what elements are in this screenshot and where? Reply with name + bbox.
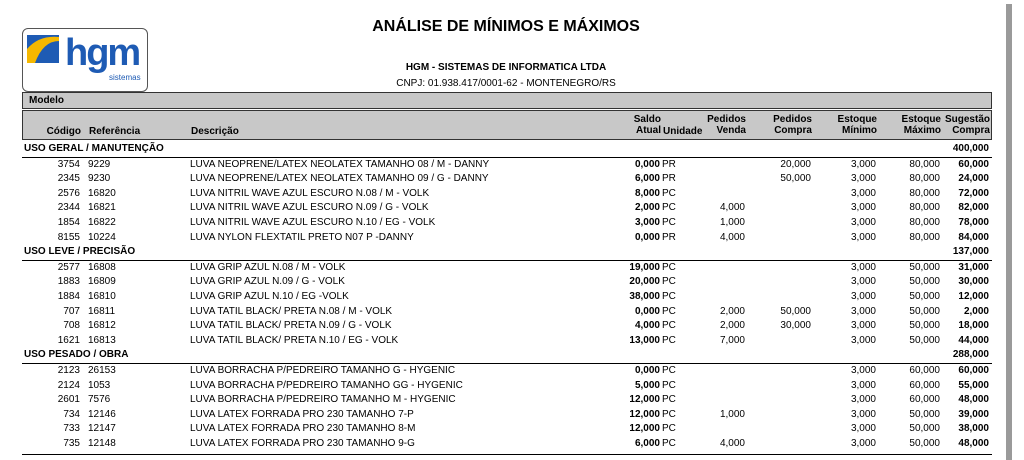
col-emax-line2: Máximo	[903, 125, 941, 136]
cell-emax: 50,000	[909, 276, 940, 288]
cell-saldo: 5,000	[634, 379, 660, 391]
table-row	[22, 172, 992, 187]
table-row	[22, 261, 992, 276]
col-saldo-line2: Atual	[636, 125, 661, 136]
cell-desc: LUVA GRIP AZUL N.08 / M - VOLK	[190, 261, 346, 273]
report-title: ANÁLISE DE MÍNIMOS E MÁXIMOS	[372, 18, 640, 35]
table-row	[22, 305, 992, 320]
cell-emin: 3,000	[850, 320, 876, 332]
cell-emin: 3,000	[850, 290, 876, 302]
cell-ref: 26153	[88, 364, 116, 376]
table-row	[22, 393, 992, 408]
cell-unid: PC	[662, 423, 676, 435]
cell-pv: 1,000	[719, 408, 745, 420]
group-total: 400,000	[952, 143, 989, 154]
cell-emin: 3,000	[850, 423, 876, 435]
cell-emin: 3,000	[850, 158, 876, 170]
cell-code: 2577	[57, 261, 80, 273]
company-cnpj: CNPJ: 01.938.417/0001-62 - MONTENEGRO/RS	[396, 78, 616, 89]
cell-saldo: 2,000	[634, 202, 660, 214]
hgm-logo-icon	[27, 35, 59, 63]
group-name: USO GERAL / MANUTENÇÃO	[24, 143, 164, 154]
cell-sug: 82,000	[958, 202, 989, 214]
cell-saldo: 13,000	[629, 334, 660, 346]
cell-ref: 9230	[88, 173, 111, 185]
cell-ref: 1053	[88, 379, 111, 391]
cell-unid: PC	[662, 379, 676, 391]
cell-pc: 30,000	[780, 320, 811, 332]
cell-desc: LUVA LATEX FORRADA PRO 230 TAMANHO 8-M	[190, 423, 416, 435]
cell-saldo: 12,000	[629, 394, 660, 406]
cell-sug: 18,000	[958, 320, 989, 332]
cell-pv: 1,000	[719, 216, 745, 228]
model-header: Modelo	[22, 92, 992, 109]
table-row	[22, 422, 992, 437]
cell-sug: 60,000	[958, 158, 989, 170]
cell-sug: 39,000	[958, 408, 989, 420]
col-pc-line2: Compra	[774, 125, 812, 136]
cell-desc: LUVA GRIP AZUL N.10 / EG -VOLK	[190, 290, 349, 302]
cell-desc: LUVA TATIL BLACK/ PRETA N.09 / G - VOLK	[190, 320, 392, 332]
cell-emax: 50,000	[909, 261, 940, 273]
col-sug-line1: Sugestão	[944, 114, 990, 125]
bottom-divider	[22, 454, 992, 455]
cell-pv: 7,000	[719, 334, 745, 346]
table-row	[22, 437, 992, 452]
cell-sug: 60,000	[958, 364, 989, 376]
cell-sug: 48,000	[958, 394, 989, 406]
cell-pv: 2,000	[719, 320, 745, 332]
col-saldo	[605, 114, 661, 136]
group-row	[22, 348, 992, 364]
cell-emax: 60,000	[909, 364, 940, 376]
cell-emin: 3,000	[850, 379, 876, 391]
cell-pv: 4,000	[719, 202, 745, 214]
cell-saldo: 0,000	[634, 231, 660, 243]
col-emax-line1: Estoque	[901, 114, 941, 125]
cell-unid: PR	[662, 231, 676, 243]
cell-code: 1621	[57, 334, 80, 346]
cell-code: 1883	[57, 276, 80, 288]
cell-saldo: 0,000	[634, 364, 660, 376]
cell-sug: 24,000	[958, 173, 989, 185]
col-sugestao-compra	[923, 114, 990, 136]
cell-ref: 16820	[88, 187, 116, 199]
cell-unid: PC	[662, 305, 676, 317]
cell-pc: 20,000	[780, 158, 811, 170]
cell-sug: 30,000	[958, 276, 989, 288]
cell-unid: PC	[662, 276, 676, 288]
cell-code: 1884	[57, 290, 80, 302]
cell-emax: 60,000	[909, 394, 940, 406]
table-row	[22, 158, 992, 173]
col-pc-line1: Pedidos	[773, 114, 812, 125]
cell-emin: 3,000	[850, 394, 876, 406]
col-referencia: Referência	[89, 126, 141, 137]
cell-emin: 3,000	[850, 202, 876, 214]
table-row	[22, 201, 992, 216]
cell-unid: PC	[662, 364, 676, 376]
table-row	[22, 216, 992, 231]
cell-saldo: 19,000	[629, 261, 660, 273]
cell-ref: 16813	[88, 334, 116, 346]
cell-ref: 9229	[88, 158, 111, 170]
cell-desc: LUVA GRIP AZUL N.09 / G - VOLK	[190, 276, 345, 288]
cell-emax: 80,000	[909, 187, 940, 199]
report-table-body	[22, 142, 992, 451]
cell-code: 2124	[57, 379, 80, 391]
cell-pv: 2,000	[719, 305, 745, 317]
cell-emin: 3,000	[850, 187, 876, 199]
cell-emin: 3,000	[850, 231, 876, 243]
cell-unid: PC	[662, 187, 676, 199]
cell-code: 2601	[57, 394, 80, 406]
cell-emax: 50,000	[909, 423, 940, 435]
cell-ref: 7576	[88, 394, 111, 406]
cell-emax: 80,000	[909, 216, 940, 228]
cell-unid: PC	[662, 290, 676, 302]
cell-desc: LUVA NITRIL WAVE AZUL ESCURO N.10 / EG - VOLK	[190, 216, 436, 228]
cell-code: 3754	[57, 158, 80, 170]
cell-emax: 80,000	[909, 231, 940, 243]
logo-subtext: sistemas	[109, 73, 141, 82]
cell-emin: 3,000	[850, 437, 876, 449]
cell-unid: PC	[662, 408, 676, 420]
group-row	[22, 142, 992, 158]
table-row	[22, 319, 992, 334]
cell-desc: LUVA BORRACHA P/PEDREIRO TAMANHO M - HYGENIC	[190, 394, 456, 406]
page-shadow-right	[1006, 4, 1012, 460]
cell-code: 735	[63, 437, 80, 449]
cell-unid: PC	[662, 437, 676, 449]
cell-saldo: 3,000	[634, 216, 660, 228]
cell-emax: 50,000	[909, 334, 940, 346]
group-row	[22, 245, 992, 261]
cell-desc: LUVA NITRIL WAVE AZUL ESCURO N.09 / G - VOLK	[190, 202, 429, 214]
cell-code: 734	[63, 408, 80, 420]
cell-unid: PC	[662, 394, 676, 406]
cell-code: 2123	[57, 364, 80, 376]
table-row	[22, 290, 992, 305]
table-row	[22, 364, 992, 379]
cell-emax: 50,000	[909, 320, 940, 332]
cell-sug: 84,000	[958, 231, 989, 243]
cell-sug: 38,000	[958, 423, 989, 435]
cell-saldo: 38,000	[629, 290, 660, 302]
cell-unid: PR	[662, 173, 676, 185]
cell-desc: LUVA NITRIL WAVE AZUL ESCURO N.08 / M - VOLK	[190, 187, 430, 199]
cell-code: 1854	[57, 216, 80, 228]
cell-emin: 3,000	[850, 305, 876, 317]
table-row	[22, 275, 992, 290]
cell-saldo: 12,000	[629, 423, 660, 435]
cell-emin: 3,000	[850, 261, 876, 273]
cell-desc: LUVA TATIL BLACK/ PRETA N.08 / M - VOLK	[190, 305, 393, 317]
cell-emax: 80,000	[909, 158, 940, 170]
cell-desc: LUVA LATEX FORRADA PRO 230 TAMANHO 7-P	[190, 408, 414, 420]
col-descricao: Descrição	[191, 126, 239, 137]
cell-ref: 12147	[88, 423, 116, 435]
cell-desc: LUVA TATIL BLACK/ PRETA N.10 / EG - VOLK	[190, 334, 399, 346]
cell-emin: 3,000	[850, 364, 876, 376]
cell-code: 8155	[57, 231, 80, 243]
cell-code: 2344	[57, 202, 80, 214]
cell-emin: 3,000	[850, 276, 876, 288]
cell-ref: 16810	[88, 290, 116, 302]
cell-ref: 16809	[88, 276, 116, 288]
cell-code: 708	[63, 320, 80, 332]
col-sug-line2: Compra	[952, 125, 990, 136]
cell-ref: 12148	[88, 437, 116, 449]
cell-ref: 16821	[88, 202, 116, 214]
cell-sug: 48,000	[958, 437, 989, 449]
column-header	[22, 110, 992, 140]
cell-saldo: 8,000	[634, 187, 660, 199]
cell-sug: 31,000	[958, 261, 989, 273]
col-pv-line2: Venda	[716, 125, 746, 136]
cell-desc: LUVA BORRACHA P/PEDREIRO TAMANHO G - HYGENIC	[190, 364, 456, 376]
table-row	[22, 231, 992, 246]
cell-ref: 16822	[88, 216, 116, 228]
cell-code: 733	[63, 423, 80, 435]
table-row	[22, 334, 992, 349]
cell-sug: 44,000	[958, 334, 989, 346]
cell-unid: PC	[662, 334, 676, 346]
cell-unid: PC	[662, 202, 676, 214]
col-pedidos-compra	[758, 114, 812, 136]
table-row	[22, 408, 992, 423]
cell-emax: 50,000	[909, 437, 940, 449]
cell-ref: 16808	[88, 261, 116, 273]
group-total: 137,000	[952, 246, 989, 258]
cell-emin: 3,000	[850, 334, 876, 346]
cell-desc: LUVA NEOPRENE/LATEX NEOLATEX TAMANHO 08 / M - DANNY	[190, 158, 490, 170]
col-emin-line2: Mínimo	[842, 125, 877, 136]
cell-emax: 80,000	[909, 202, 940, 214]
cell-sug: 78,000	[958, 216, 989, 228]
cell-sug: 12,000	[958, 290, 989, 302]
col-unidade: Unidade	[663, 126, 703, 137]
report-page	[6, 0, 1006, 460]
table-row	[22, 379, 992, 394]
cell-pv: 4,000	[719, 437, 745, 449]
cell-saldo: 6,000	[634, 173, 660, 185]
cell-sug: 55,000	[958, 379, 989, 391]
cell-unid: PC	[662, 320, 676, 332]
cell-sug: 2,000	[963, 305, 989, 317]
cell-desc: LUVA NYLON FLEXTATIL PRETO N07 P -DANNY	[190, 231, 414, 243]
cell-emin: 3,000	[850, 173, 876, 185]
col-codigo: Código	[46, 126, 81, 137]
cell-saldo: 0,000	[634, 305, 660, 317]
group-name: USO LEVE / PRECISÃO	[24, 246, 136, 258]
cell-emin: 3,000	[850, 408, 876, 420]
company-name: HGM - SISTEMAS DE INFORMATICA LTDA	[405, 62, 607, 73]
col-saldo-line1: Saldo	[633, 114, 661, 125]
cell-sug: 72,000	[958, 187, 989, 199]
cell-desc: LUVA NEOPRENE/LATEX NEOLATEX TAMANHO 09 / G - DANNY	[190, 173, 489, 185]
cell-ref: 16812	[88, 320, 116, 332]
cell-emin: 3,000	[850, 216, 876, 228]
cell-saldo: 6,000	[634, 437, 660, 449]
col-pv-line1: Pedidos	[707, 114, 746, 125]
cell-unid: PC	[662, 216, 676, 228]
cell-code: 2345	[57, 173, 80, 185]
cell-emax: 50,000	[909, 305, 940, 317]
group-name: USO PESADO / OBRA	[24, 349, 129, 361]
cell-emax: 50,000	[909, 290, 940, 302]
cell-saldo: 4,000	[634, 320, 660, 332]
cell-emax: 60,000	[909, 379, 940, 391]
col-pedidos-venda	[691, 114, 746, 136]
cell-desc: LUVA BORRACHA P/PEDREIRO TAMANHO GG - HYGENIC	[190, 379, 463, 391]
col-estoque-minimo	[823, 114, 877, 136]
table-row	[22, 187, 992, 202]
cell-ref: 12146	[88, 408, 116, 420]
cell-saldo: 12,000	[629, 408, 660, 420]
cell-desc: LUVA LATEX FORRADA PRO 230 TAMANHO 9-G	[190, 437, 415, 449]
cell-pv: 4,000	[719, 231, 745, 243]
cell-saldo: 0,000	[634, 158, 660, 170]
cell-pc: 50,000	[780, 173, 811, 185]
col-emin-line1: Estoque	[837, 114, 877, 125]
cell-emax: 50,000	[909, 408, 940, 420]
cell-emax: 80,000	[909, 173, 940, 185]
cell-code: 707	[63, 305, 80, 317]
cell-pc: 50,000	[780, 305, 811, 317]
cell-unid: PR	[662, 158, 676, 170]
cell-saldo: 20,000	[629, 276, 660, 288]
cell-ref: 16811	[88, 305, 116, 317]
group-total: 288,000	[952, 349, 989, 361]
logo-text: hgm	[65, 32, 140, 74]
cell-unid: PC	[662, 261, 676, 273]
cell-ref: 10224	[88, 231, 116, 243]
cell-code: 2576	[57, 187, 80, 199]
